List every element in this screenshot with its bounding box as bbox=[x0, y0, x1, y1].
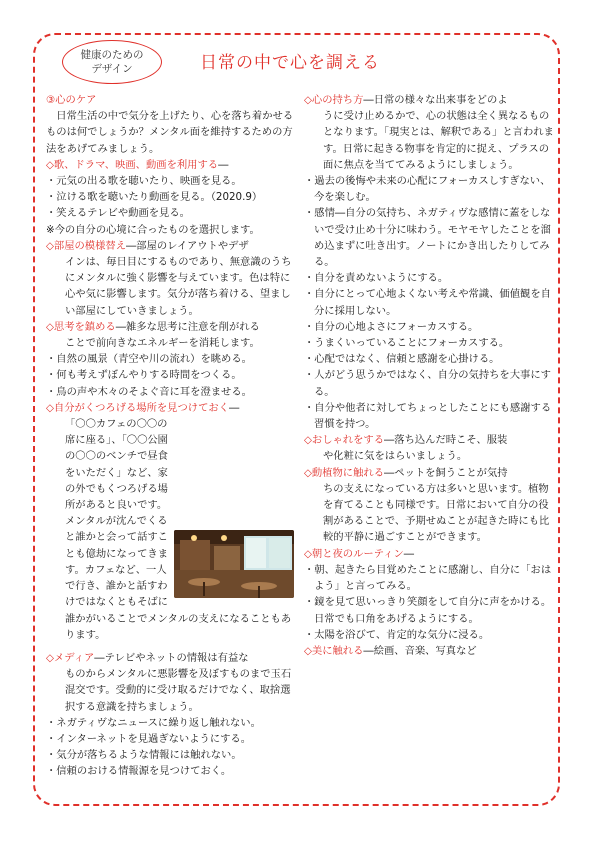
routine-heading: ◇朝と夜のルーティン― bbox=[304, 547, 415, 560]
thought-body: ことで前向きなエネルギーを消耗します。 bbox=[65, 337, 260, 350]
place-body-block bbox=[46, 416, 294, 643]
media-body: ものからメンタルに悪影響を及ぼすものまで玉石混交です。受動的に受け取るだけでなく、取捨選択する意識を持ちましょう。 bbox=[65, 668, 292, 713]
mind-heading: ◇心の持ち方―日常の様々な出来事をどのよ bbox=[304, 94, 508, 106]
songs-heading: ◇歌、ドラマ、映画、動画を利用する― bbox=[46, 158, 229, 171]
intro-text: 日常生活の中で気分を上げたり、心を落ち着かせるものは何でしょうか？メンタル面を維持するための方法をあげてみましょう。 bbox=[46, 110, 294, 155]
mind-item-3: ・自分を責めないようにする。 bbox=[304, 272, 449, 285]
badge-line-1: 健康のための bbox=[80, 49, 144, 61]
mind-item-8: ・人がどう思うかではなく、自分の気持ちを大事にする。 bbox=[304, 369, 551, 398]
routine-item-1: ・朝、起きたら目覚めたことに感謝し、自分に「おはよう」と言ってみる。 bbox=[304, 563, 552, 593]
mind-item-7: ・心配ではなく、信頼と感謝を心掛ける。 bbox=[304, 353, 500, 366]
cafe-interior-photo bbox=[174, 530, 294, 598]
media-heading: ◇メディア―テレビやネットの情報は有益な bbox=[46, 651, 249, 664]
fashion-body: や化粧に気をはらいましょう。 bbox=[323, 450, 468, 463]
thought-item-1: ・自然の風景（青空や川の流れ）を眺める。 bbox=[46, 353, 252, 366]
animals-body: ちの支えになっている方は多いと思います。植物を育てることも同様です。日常において自分の役割があることで、予期せぬことが起きた時にも比較的平静に過ごすことができます。 bbox=[323, 482, 550, 544]
badge-line-2: デザイン bbox=[91, 63, 133, 75]
place-body: 「〇〇カフェの〇〇の席に座る」、「〇〇公園の〇〇のベンチで昼食をいただく」など、家の外でもくつろげる場所があると良いです。メンタルが沈んでくると誰かと会って話すことも億劫になってきます。カフェなど、一人で行き、誰かと話すわけではなくともそばに誰かがいることでメンタルの支えになることもあります。 bbox=[65, 418, 292, 641]
room-body: インは、毎日目にするものであり、無意識のうちにメンタルに強く影響を与えています。色は特に心や気に影響します。気分が落ち着ける、望ましい部屋にしていきましょう。 bbox=[65, 256, 292, 317]
left-column bbox=[46, 92, 294, 780]
media-item-1: ・ネガティヴなニュースに繰り返し触れない。 bbox=[46, 716, 261, 729]
media-item-3: ・気分が落ちるような情報には触れない。 bbox=[46, 749, 242, 762]
mind-item-4: ・自分にとって心地よくない考えや常識、価値観を自分に採用しない。 bbox=[304, 288, 551, 317]
songs-item-2: ・泣ける歌を聴いたり動画を見る。（2020.9） bbox=[46, 191, 263, 204]
page-title: 日常の中で心を調える bbox=[200, 53, 380, 73]
series-badge bbox=[62, 40, 162, 84]
mind-item-2: ・感情―自分の気持ち、ネガティヴな感情に蓋をしないで受け止め十分に味わう。モヤモヤしたことを溜め込まずに吐き出す。ノートにかき出したりしてみる。 bbox=[304, 207, 551, 269]
beauty-heading: ◇美に触れる―絵画、音楽、写真など bbox=[304, 644, 477, 657]
mind-item-6: ・うまくいっていることにフォーカスする。 bbox=[304, 337, 510, 350]
thought-item-3: ・鳥の声や木々のそよぐ音に耳を澄ませる。 bbox=[46, 385, 252, 398]
songs-item-1: ・元気の出る歌を聴いたり、映画を見る。 bbox=[46, 175, 242, 188]
section-heading: ③心のケア bbox=[46, 94, 97, 106]
media-item-4: ・信頼のおける情報源を見つけておく。 bbox=[46, 765, 232, 778]
mind-body: うに受け止めるかで、心の状態は全く異なるものとなります。「現実とは、解釈である」と言われます。日常に起きる物事を肯定的に捉え、プラスの面に焦点を当ててみるようにしましょう。 bbox=[323, 110, 554, 171]
fashion-heading: ◇おしゃれをする―落ち込んだ時こそ、服装 bbox=[304, 434, 508, 447]
place-heading: ◇自分がくつろげる場所を見つけておく― bbox=[46, 401, 240, 414]
songs-item-3: ・笑えるテレビや動画を見る。 bbox=[46, 207, 190, 220]
songs-note: ※今の自分の心境に合ったものを選択します。 bbox=[46, 223, 260, 236]
animals-heading: ◇動植物に触れる―ペットを飼うことが気持 bbox=[304, 466, 508, 479]
right-column bbox=[304, 92, 554, 659]
room-heading: ◇部屋の模様替え―部屋のレイアウトやデザ bbox=[46, 239, 249, 252]
mind-item-5: ・自分の心地よさにフォーカスする。 bbox=[304, 320, 479, 333]
thought-heading: ◇思考を鎮める―雑多な思考に注意を削がれる bbox=[46, 320, 260, 333]
thought-item-2: ・何も考えずぼんやりする時間をつくる。 bbox=[46, 369, 242, 382]
mind-item-9: ・自分や他者に対してちょっとしたことにも感謝する習慣を持つ。 bbox=[304, 401, 552, 431]
routine-item-2: ・鏡を見て思いっきり笑顔をして自分に声をかける。日常でも口角をあげるようにする。 bbox=[304, 596, 552, 625]
mind-item-1: ・過去の後悔や未来の心配にフォーカスしすぎない、今を楽しむ。 bbox=[304, 175, 551, 204]
routine-item-3: ・太陽を浴びて、肯定的な気分に浸る。 bbox=[304, 628, 490, 641]
media-item-2: ・インターネットを見過ぎないようにする。 bbox=[46, 732, 252, 745]
